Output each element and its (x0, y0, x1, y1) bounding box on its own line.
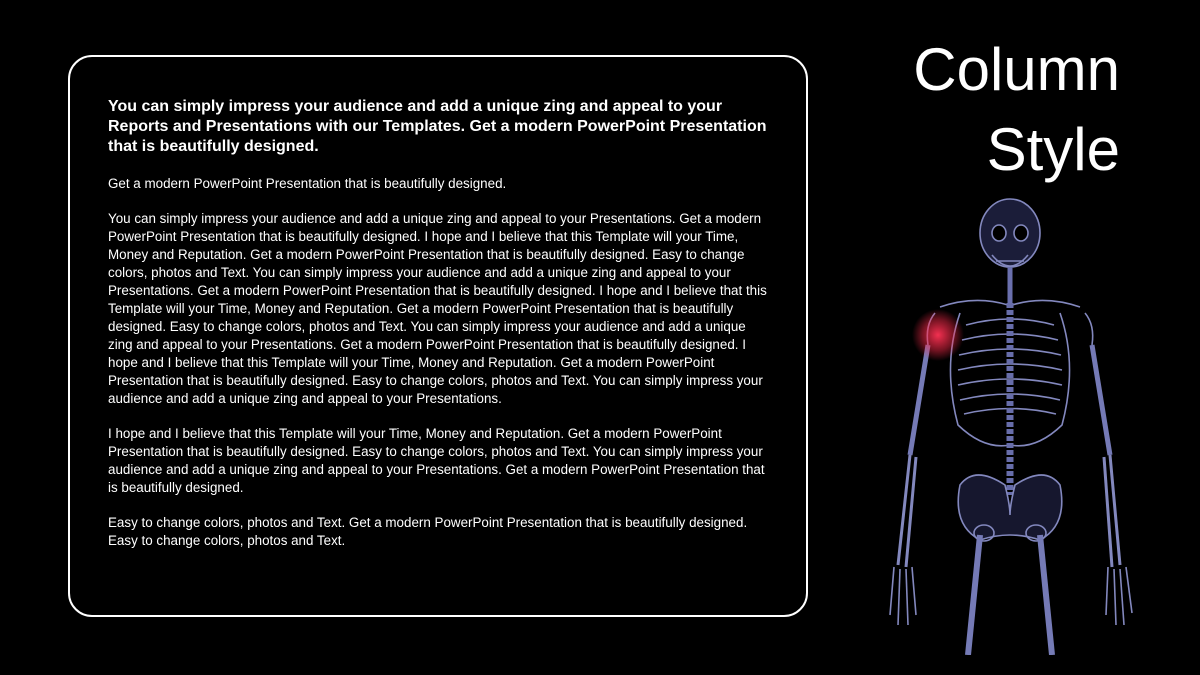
slide-title (913, 30, 1120, 190)
paragraph-2: You can simply impress your audience and add a unique zing and appeal to your Presentations. Get a modern PowerPoint Presentation that is beautifully designed. I hope and I believe that this Template will your Time, Money and Reputation. Get a modern PowerPoint Presentation that is beautifully designed. Easy to change colors, photos and Text. You can simply impress your audience and add a unique zing and appeal to your Presentations. Get a modern PowerPoint Presentation that is beautifully designed. I hope and I believe that this Template will your Time, Money and Reputation. Get a modern PowerPoint Presentation that is beautifully designed. Easy to change colors, photos and Text. You can simply impress your audience and add a unique zing and appeal to your Presentations. Get a modern PowerPoint Presentation that is beautifully designed. I hope and I believe that this Template will your Time, Money and Reputation. Get a modern PowerPoint Presentation that is beautifully designed. Easy to change colors, photos and Text. You can simply impress your audience and add a unique zing and appeal to your Presentations. (108, 211, 767, 406)
content-box (68, 55, 808, 617)
headline: You can simply impress your audience and add a unique zing and appeal to your Reports and Presentations with our Templates. Get a modern PowerPoint Presentation that is beautifully designed. (108, 98, 767, 155)
skeleton-illustration (880, 195, 1140, 655)
shoulder-highlight (912, 309, 964, 361)
title-line-1: Column (913, 36, 1120, 103)
paragraph-3: I hope and I believe that this Template will your Time, Money and Reputation. Get a modern PowerPoint Presentation that is beautifully designed. Easy to change colors, photos and Text. You can simply impress your audience and add a unique zing and appeal to your Presentations. Get a modern PowerPoint Presentation that is beautifully designed. (108, 426, 765, 495)
title-line-2: Style (986, 116, 1120, 183)
paragraph-4: Easy to change colors, photos and Text. Get a modern PowerPoint Presentation that is beautifully designed. Easy to change colors, photos and Text. (108, 515, 748, 548)
paragraph-1: Get a modern PowerPoint Presentation that is beautifully designed. (108, 176, 507, 191)
